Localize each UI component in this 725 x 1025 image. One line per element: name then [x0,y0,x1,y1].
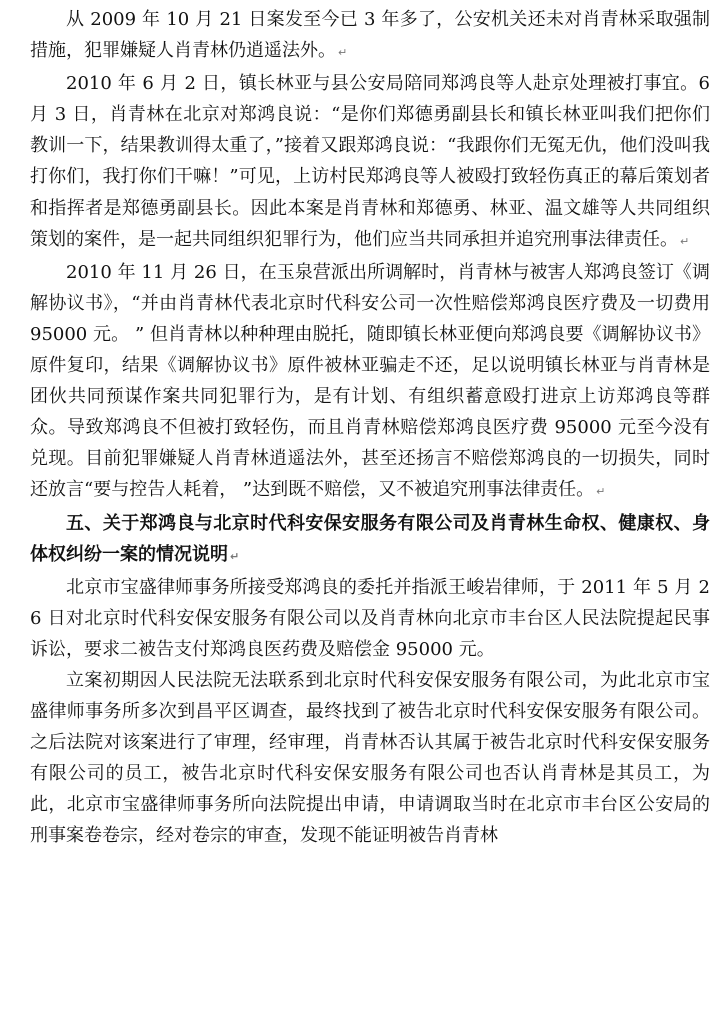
paragraph-mark-icon [338,46,347,59]
paragraph-mark-icon [596,485,605,498]
paragraph-mark-icon [230,550,239,563]
paragraph-mark-icon [680,235,689,248]
paragraph-civil-lawsuit [30,572,710,665]
paragraph-text: 北京市宝盛律师事务所接受郑鸿良的委托并指派王峻岩律师，于 2011 年 5 月 26 日对北京时代科安保安服务有限公司以及肖青林向北京市丰台区人民法院提起民事诉讼，要求二被告支付郑鸿良医药费及赔偿金 95000 元。 [30,576,710,660]
paragraph-text: 从 2009 年 10 月 21 日案发至今已 3 年多了，公安机关还未对肖青林采取强制措施，犯罪嫌疑人肖青林仍逍遥法外。 [30,9,710,62]
paragraph-text: 2010 年 11 月 26 日，在玉泉营派出所调解时，肖青林与被害人郑鸿良签订《调解协议书》，“并由肖青林代表北京时代科安公司一次性赔偿郑鸿良医疗费及一切费用 95000 元。 ” 但肖青林以种种理由脱托，随即镇长林亚便向郑鸿良要《调解协议书》原件复印，结果《调解协议书》原件被林亚骗走不还，足以说明镇长林亚与肖青林是团伙共同预谋作案共同犯罪行为，是有计划、有组织蓄意殴打进京上访郑鸿良等群众。导致郑鸿良不但被打致轻伤，而且肖青林赔偿郑鸿良医疗费 95000 元至今没有兑现。目前犯罪嫌疑人肖青林逍遥法外，甚至还扬言不赔偿郑鸿良的一切损失，同时还放言“要与控告人耗着， ”达到既不赔偿，又不被追究刑事法律责任。 [30,261,710,501]
paragraph-text: 立案初期因人民法院无法联系到北京时代科安保安服务有限公司，为此北京市宝盛律师事务所多次到昌平区调查，最终找到了被告北京时代科安保安服务有限公司。之后法院对该案进行了审理，经审理，肖青林否认其属于被告北京时代科安保安服务有限公司的员工，被告北京时代科安保安服务有限公司也否认肖青林是其员工，为此，北京市宝盛律师事务所向法院提出申请，申请调取当时在北京市丰台区公安局的刑事案卷卷宗，经对卷宗的审查，发现不能证明被告肖青林 [30,669,710,847]
paragraph-case-status [30,4,710,68]
paragraph-text: 2010 年 6 月 2 日，镇长林亚与县公安局陪同郑鸿良等人赴京处理被打事宜。6 月 3 日，肖青林在北京对郑鸿良说：“是你们郑德勇副县长和镇长林亚叫我们把你们教训一下，结果教训得太重了，”接着又跟郑鸿良说：“我跟你们无冤无仇，他们没叫我打你们，我打你们干嘛！”可见，上访村民郑鸿良等人被殴打致轻伤真正的幕后策划者和指挥者是郑德勇副县长。因此本案是肖青林和郑德勇、林亚、温文雄等人共同组织策划的案件，是一起共同组织犯罪行为，他们应当共同承担并追究刑事法律责任。 [30,73,710,250]
paragraph-mediation-agreement [30,257,710,508]
paragraph-court-review [30,665,710,852]
heading-text: 五、关于郑鸿良与北京时代科安保安服务有限公司及肖青林生命权、健康权、身体权纠纷一案的情况说明 [30,512,710,565]
document-page [30,4,710,852]
section-heading [30,508,710,572]
paragraph-beijing-meeting [30,68,710,257]
